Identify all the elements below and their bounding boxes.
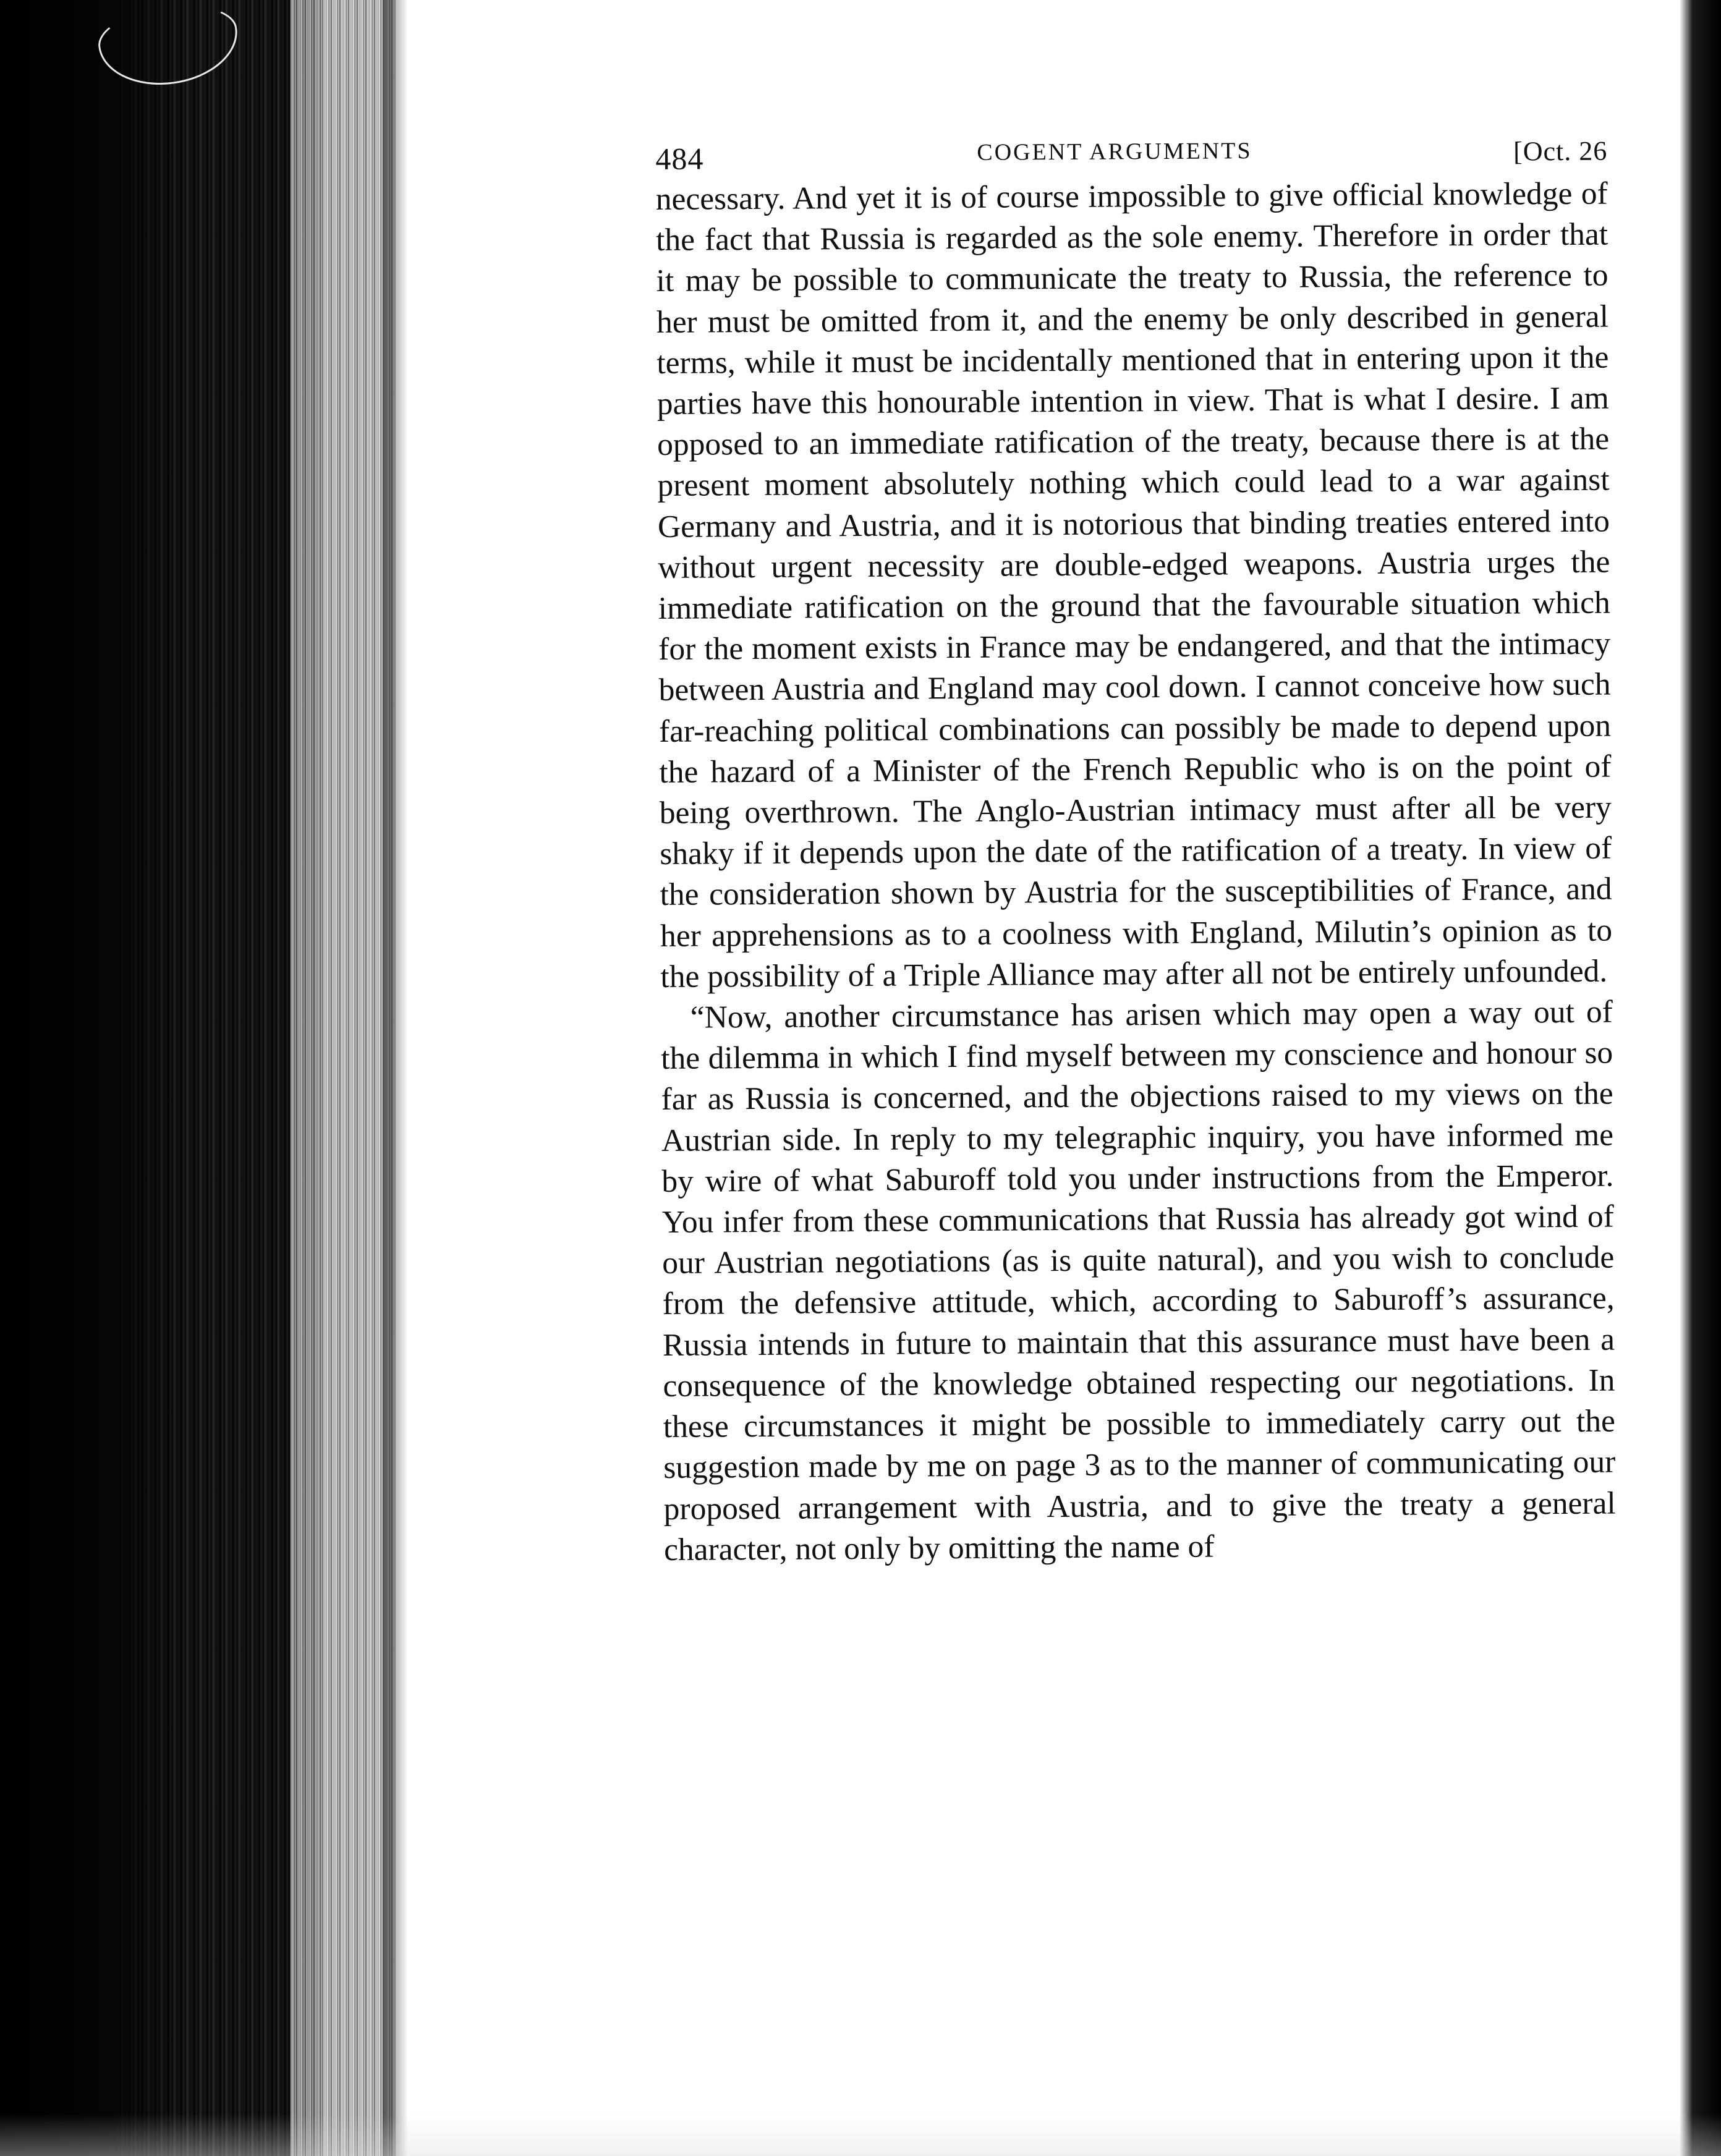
page-number: 484 [655,141,704,176]
right-page-edge [1669,0,1721,2156]
running-title: COGENT ARGUMENTS [977,138,1252,166]
running-head [655,118,1608,179]
bottom-page-edge [0,2114,1721,2156]
stacked-page-edges [291,0,396,2156]
gutter-shadow [383,0,408,2156]
binding-shadow [0,0,185,2156]
printed-page [655,118,1616,1571]
body-paragraph: “Now, another circumstance has arisen which may open a way out of the dilemma in which I find myself between my conscience and honour so far as Russia is concerned, and the objections raised to my views on the Austrian side. In reply to my telegraphic inquiry, you have informed me by wire of what Saburoff told you under instructions from the Emperor. You infer from these communications that Russia has already got wind of our Austrian negotiations (as is quite natural), and you wish to conclude from the defensive attitude, which, according to Saburoff’s assurance, Russia intends in future to maintain that this assurance must have been a consequence of the knowledge obtained respecting our negotiations. In these circumstances it might be possible to immediately carry out the suggestion made by me on page 3 as to the manner of communicating our proposed arrangement with Austria, and to give the treaty a general character, not only by omitting the name of [661,994,1616,1568]
body-paragraph: necessary. And yet it is of course impossible to give official knowledge of the fact that Russia is regarded as the sole enemy. Therefore in order that it may be possible to communicate the treaty to Russia, the reference to her must be omitted from it, and the enemy be only described in general terms, while it must be incidentally mentioned that in entering upon it the parties have this honourable intention in view. That is what I desire. I am opposed to an immediate ratification of the treaty, because there is at the present moment absolutely nothing which could lead to a war against Germany and Austria, and it is notorious that binding treaties entered into without urgent necessity are double-edged weapons. Austria urges the immediate ratification on the ground that the favourable situation which for the moment exists in France may be endangered, and that the intimacy between Austria and England may cool down. I cannot conceive how such far-reaching political combinations can possibly be made to depend upon the hazard of a Minister of the French Republic who is on the point of being overthrown. The Anglo-Austrian intimacy must after all be very shaky if it depends upon the date of the ratification of a treaty. In view of the consideration shown by Austria for the susceptibilities of France, and her apprehensions as to a coolness with England, Milutin’s opinion as to the possibility of a Triple Alliance may after all not be entirely unfounded. [655,176,1613,995]
running-date: [Oct. 26 [1513,135,1608,167]
